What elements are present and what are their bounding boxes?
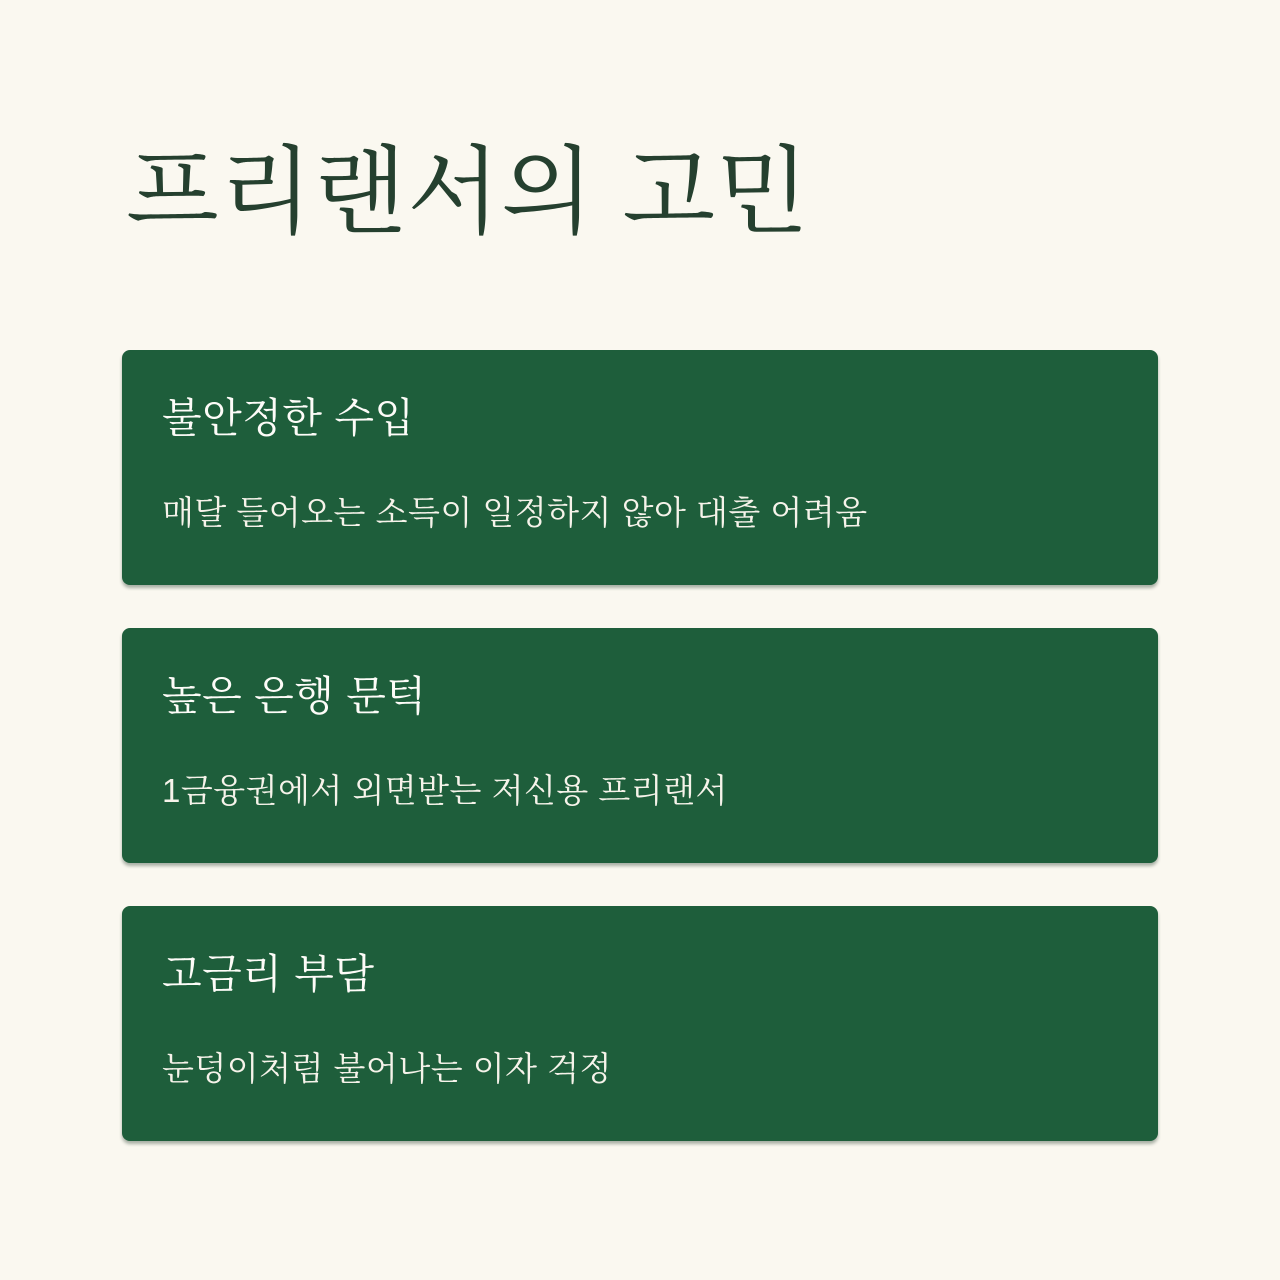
page-title: 프리랜서의 고민 — [126, 139, 810, 246]
card-high-bank-threshold — [122, 628, 1158, 863]
card-body-text: 1금융권에서 외면받는 저신용 프리랜서 — [162, 772, 728, 810]
card-unstable-income — [122, 350, 1158, 585]
card-body-text: 매달 들어오는 소득이 일정하지 않아 대출 어려움 — [162, 494, 868, 532]
card-heading: 불안정한 수입 — [162, 395, 415, 441]
card-heading: 고금리 부담 — [162, 951, 375, 997]
card-body-text: 눈덩이처럼 불어나는 이자 걱정 — [162, 1050, 612, 1088]
card-high-interest-burden — [122, 906, 1158, 1141]
card-list — [122, 350, 1158, 1141]
card-heading: 높은 은행 문턱 — [162, 673, 427, 719]
